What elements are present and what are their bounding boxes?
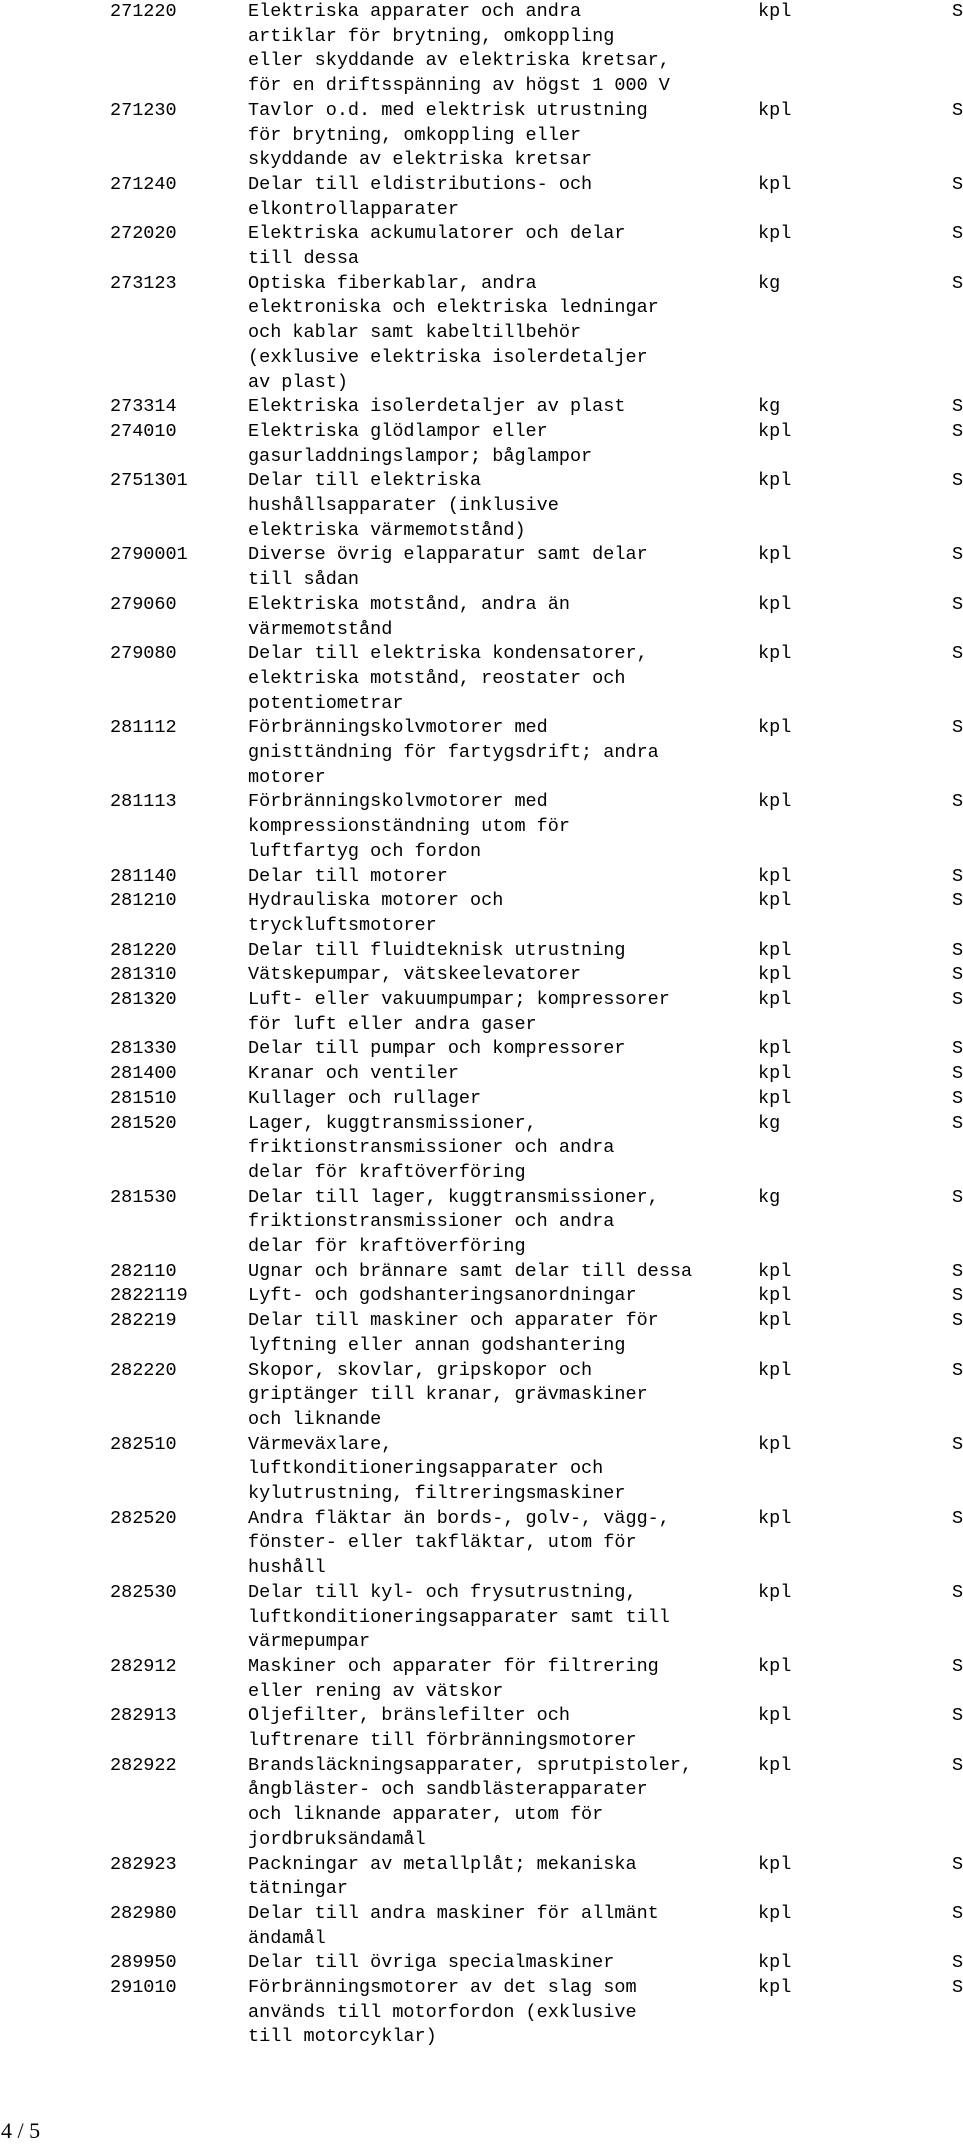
description-line: Andra fläktar än bords-, golv-, vägg-, bbox=[248, 1507, 670, 1529]
row-description bbox=[248, 642, 648, 716]
row-unit: kpl bbox=[758, 890, 792, 912]
description-line: luftrenare till förbränningsmotorer bbox=[248, 1730, 637, 1751]
description-line: eller rening av vätskor bbox=[248, 1680, 504, 1702]
row-description bbox=[248, 939, 625, 964]
row-code: 273314 bbox=[110, 396, 177, 418]
description-line: Elektriska apparater och andra bbox=[248, 1, 582, 22]
row-description bbox=[248, 469, 559, 543]
row-flag: S bbox=[952, 989, 963, 1010]
description-line: Tavlor o.d. med elektrisk utrustning bbox=[248, 99, 648, 121]
description-line: värmepumpar bbox=[248, 1631, 371, 1653]
description-line: Diverse övrig elapparatur samt delar bbox=[248, 544, 648, 566]
row-code: 271240 bbox=[110, 173, 177, 195]
row-description bbox=[248, 395, 625, 420]
description-line: Förbränningskolvmotorer med bbox=[248, 717, 548, 739]
description-line: gasurladdningslampor; båglampor bbox=[248, 445, 593, 467]
row-unit: kpl bbox=[758, 1977, 792, 1998]
row-description bbox=[248, 1284, 637, 1309]
row-unit: kpl bbox=[758, 1507, 792, 1529]
table-row bbox=[0, 1507, 963, 1581]
description-line: av plast) bbox=[248, 371, 348, 393]
row-unit: kpl bbox=[758, 1433, 792, 1455]
table-row bbox=[0, 1704, 963, 1753]
row-description bbox=[248, 1507, 670, 1581]
description-line: till dessa bbox=[248, 248, 360, 269]
row-code: 282912 bbox=[110, 1655, 177, 1677]
row-code: 272020 bbox=[110, 223, 177, 245]
row-unit: kpl bbox=[758, 1260, 792, 1282]
description-line: Hydrauliska motorer och bbox=[248, 890, 504, 912]
row-flag: S bbox=[952, 1186, 963, 1208]
description-line: Förbränningsmotorer av det slag som bbox=[248, 1977, 637, 1998]
description-line: och liknande bbox=[248, 1408, 382, 1430]
row-code: 281113 bbox=[110, 791, 177, 813]
row-unit: kpl bbox=[758, 99, 792, 121]
description-line: Delar till motorer bbox=[248, 865, 448, 887]
row-description bbox=[248, 1704, 637, 1753]
row-flag: S bbox=[952, 791, 963, 813]
row-description bbox=[248, 963, 581, 988]
row-code: 291010 bbox=[110, 1977, 177, 1998]
description-line: gnisttändning för fartygsdrift; andra bbox=[248, 742, 659, 763]
table-row bbox=[0, 716, 963, 790]
row-flag: S bbox=[952, 1260, 963, 1282]
description-line: tryckluftsmotorer bbox=[248, 914, 437, 936]
description-line: elektroniska och elektriska ledningar bbox=[248, 297, 659, 319]
row-unit: kpl bbox=[758, 420, 792, 442]
row-flag: S bbox=[952, 643, 963, 665]
row-flag: S bbox=[952, 964, 963, 986]
description-line: delar för kraftöverföring bbox=[248, 1161, 526, 1183]
row-code: 2822119 bbox=[110, 1285, 188, 1307]
row-flag: S bbox=[952, 1038, 963, 1060]
row-unit: kg bbox=[758, 272, 781, 294]
row-code: 281330 bbox=[110, 1038, 177, 1060]
row-code: 273123 bbox=[110, 272, 177, 294]
table-row bbox=[0, 1359, 963, 1433]
row-flag: S bbox=[952, 173, 963, 195]
row-unit: kpl bbox=[758, 989, 792, 1010]
row-flag: S bbox=[952, 544, 963, 566]
row-flag: S bbox=[952, 1655, 963, 1677]
row-code: 282922 bbox=[110, 1754, 177, 1776]
table-row bbox=[0, 1309, 963, 1358]
table-row bbox=[0, 543, 963, 592]
row-unit: kpl bbox=[758, 1038, 792, 1060]
row-unit: kpl bbox=[758, 1359, 792, 1381]
description-line: Skopor, skovlar, gripskopor och bbox=[248, 1359, 593, 1381]
row-code: 282510 bbox=[110, 1433, 177, 1455]
description-line: hushållsapparater (inklusive bbox=[248, 495, 559, 516]
row-code: 282110 bbox=[110, 1260, 177, 1282]
description-line: Oljefilter, bränslefilter och bbox=[248, 1705, 570, 1727]
description-line: till motorcyklar) bbox=[248, 2026, 437, 2048]
row-code: 282530 bbox=[110, 1581, 177, 1603]
row-code: 281520 bbox=[110, 1112, 177, 1134]
description-line: eller skyddande av elektriska kretsar, bbox=[248, 50, 670, 72]
row-flag: S bbox=[952, 1359, 963, 1381]
table-row bbox=[0, 1112, 963, 1186]
description-line: friktionstransmissioner och andra bbox=[248, 1137, 615, 1159]
description-line: ändamål bbox=[248, 1927, 326, 1949]
description-line: skyddande av elektriska kretsar bbox=[248, 149, 593, 171]
row-code: 274010 bbox=[110, 420, 177, 442]
description-line: Delar till pumpar och kompressorer bbox=[248, 1038, 626, 1060]
table-row bbox=[0, 420, 963, 469]
row-flag: S bbox=[952, 1087, 963, 1109]
row-unit: kpl bbox=[758, 1705, 792, 1727]
row-description bbox=[248, 1087, 481, 1112]
row-description bbox=[248, 272, 659, 396]
description-line: för luft eller andra gaser bbox=[248, 1013, 537, 1035]
table-row bbox=[0, 0, 963, 99]
table-row bbox=[0, 1853, 963, 1902]
row-description bbox=[248, 1062, 459, 1087]
row-unit: kpl bbox=[758, 544, 792, 566]
description-line: Delar till andra maskiner för allmänt bbox=[248, 1902, 659, 1924]
description-line: Elektriska ackumulatorer och delar bbox=[248, 223, 626, 245]
description-line: hushåll bbox=[248, 1557, 326, 1579]
row-flag: S bbox=[952, 1285, 963, 1307]
description-line: för brytning, omkoppling eller bbox=[248, 124, 582, 146]
table-row bbox=[0, 99, 963, 173]
description-line: Elektriska motstånd, andra än bbox=[248, 593, 570, 615]
row-unit: kpl bbox=[758, 470, 792, 492]
description-line: Delar till övriga specialmaskiner bbox=[248, 1952, 615, 1974]
description-line: Vätskepumpar, vätskeelevatorer bbox=[248, 964, 582, 986]
row-description bbox=[248, 790, 570, 864]
row-description bbox=[248, 543, 648, 592]
description-line: värmemotstånd bbox=[248, 618, 393, 640]
row-description bbox=[248, 865, 448, 890]
table-row bbox=[0, 1976, 963, 2050]
row-code: 279080 bbox=[110, 643, 177, 665]
description-line: Optiska fiberkablar, andra bbox=[248, 272, 537, 294]
row-flag: S bbox=[952, 1902, 963, 1924]
row-code: 281510 bbox=[110, 1087, 177, 1109]
row-code: 281210 bbox=[110, 890, 177, 912]
table-row bbox=[0, 173, 963, 222]
table-row bbox=[0, 1902, 963, 1951]
row-description bbox=[248, 0, 670, 99]
row-flag: S bbox=[952, 1977, 963, 1998]
row-code: 281530 bbox=[110, 1186, 177, 1208]
row-description bbox=[248, 1902, 659, 1951]
description-line: elektriska motstånd, reostater och bbox=[248, 667, 626, 689]
row-description bbox=[248, 1037, 625, 1062]
row-flag: S bbox=[952, 1754, 963, 1776]
row-flag: S bbox=[952, 939, 963, 961]
row-unit: kpl bbox=[758, 223, 792, 245]
table-row bbox=[0, 889, 963, 938]
row-code: 271230 bbox=[110, 99, 177, 121]
row-unit: kpl bbox=[758, 865, 792, 887]
description-line: Förbränningskolvmotorer med bbox=[248, 791, 548, 813]
description-line: Elektriska glödlampor eller bbox=[248, 420, 548, 442]
row-flag: S bbox=[952, 396, 963, 418]
row-description bbox=[248, 173, 592, 222]
description-line: Delar till lager, kuggtransmissioner, bbox=[248, 1186, 659, 1208]
row-code: 281112 bbox=[110, 717, 177, 739]
row-code: 282913 bbox=[110, 1705, 177, 1727]
description-line: Elektriska isolerdetaljer av plast bbox=[248, 396, 626, 418]
row-description bbox=[248, 1359, 648, 1433]
table-row bbox=[0, 1186, 963, 1260]
row-unit: kpl bbox=[758, 1952, 792, 1974]
row-unit: kpl bbox=[758, 1902, 792, 1924]
row-flag: S bbox=[952, 1112, 963, 1134]
description-line: luftfartyg och fordon bbox=[248, 840, 482, 862]
row-flag: S bbox=[952, 593, 963, 615]
row-code: 281400 bbox=[110, 1063, 177, 1085]
table-row bbox=[0, 1087, 963, 1112]
table-row bbox=[0, 395, 963, 420]
row-unit: kpl bbox=[758, 1063, 792, 1085]
table-row bbox=[0, 865, 963, 890]
row-description bbox=[248, 889, 503, 938]
row-description bbox=[248, 988, 670, 1037]
table-row bbox=[0, 1754, 963, 1853]
row-flag: S bbox=[952, 1433, 963, 1455]
row-description bbox=[248, 1112, 614, 1186]
row-flag: S bbox=[952, 1581, 963, 1603]
row-code: 281140 bbox=[110, 865, 177, 887]
row-code: 282219 bbox=[110, 1310, 177, 1332]
row-unit: kpl bbox=[758, 1754, 792, 1776]
row-description bbox=[248, 1433, 625, 1507]
row-unit: kpl bbox=[758, 643, 792, 665]
row-flag: S bbox=[952, 890, 963, 912]
description-line: friktionstransmissioner och andra bbox=[248, 1211, 615, 1233]
table-row bbox=[0, 988, 963, 1037]
description-line: Lyft- och godshanteringsanordningar bbox=[248, 1285, 637, 1307]
table-row bbox=[0, 963, 963, 988]
table-row bbox=[0, 1433, 963, 1507]
row-description bbox=[248, 1754, 692, 1853]
table-row bbox=[0, 1951, 963, 1976]
row-description bbox=[248, 593, 570, 642]
row-flag: S bbox=[952, 1063, 963, 1085]
description-line: för en driftsspänning av högst 1 000 V bbox=[248, 75, 670, 97]
description-line: potentiometrar bbox=[248, 692, 404, 714]
row-unit: kpl bbox=[758, 717, 792, 739]
description-line: artiklar för brytning, omkoppling bbox=[248, 25, 615, 47]
row-unit: kpl bbox=[758, 939, 792, 961]
row-description bbox=[248, 1976, 637, 2050]
table-row bbox=[0, 1062, 963, 1087]
description-line: fönster- eller takfläktar, utom för bbox=[248, 1532, 637, 1554]
description-line: Delar till eldistributions- och bbox=[248, 173, 593, 195]
row-unit: kpl bbox=[758, 1285, 792, 1307]
row-description bbox=[248, 1951, 614, 1976]
description-line: till sådan bbox=[248, 569, 360, 591]
description-line: Delar till fluidteknisk utrustning bbox=[248, 939, 626, 961]
row-code: 271220 bbox=[110, 1, 177, 22]
row-unit: kpl bbox=[758, 1087, 792, 1109]
row-description bbox=[248, 1853, 637, 1902]
row-description bbox=[248, 1309, 659, 1358]
row-code: 289950 bbox=[110, 1952, 177, 1974]
row-description bbox=[248, 1260, 692, 1285]
table-row bbox=[0, 1655, 963, 1704]
row-unit: kpl bbox=[758, 593, 792, 615]
row-flag: S bbox=[952, 865, 963, 887]
description-line: och liknande apparater, utom för bbox=[248, 1804, 604, 1826]
table-row bbox=[0, 272, 963, 396]
row-flag: S bbox=[952, 99, 963, 121]
description-line: Maskiner och apparater för filtrering bbox=[248, 1655, 659, 1677]
row-description bbox=[248, 1581, 670, 1655]
row-code: 282220 bbox=[110, 1359, 177, 1381]
description-line: delar för kraftöverföring bbox=[248, 1236, 526, 1257]
row-flag: S bbox=[952, 1, 963, 22]
row-code: 282923 bbox=[110, 1853, 177, 1875]
row-flag: S bbox=[952, 223, 963, 245]
row-flag: S bbox=[952, 1952, 963, 1974]
description-line: ångbläster- och sandblästerapparater bbox=[248, 1779, 648, 1801]
row-code: 2751301 bbox=[110, 470, 188, 492]
table-row bbox=[0, 939, 963, 964]
row-flag: S bbox=[952, 1310, 963, 1332]
description-line: Delar till maskiner och apparater för bbox=[248, 1310, 659, 1332]
table-row bbox=[0, 790, 963, 864]
row-flag: S bbox=[952, 1705, 963, 1727]
row-unit: kpl bbox=[758, 1, 792, 22]
row-unit: kpl bbox=[758, 1655, 792, 1677]
description-line: Luft- eller vakuumpumpar; kompressorer bbox=[248, 989, 670, 1010]
description-line: Värmeväxlare, bbox=[248, 1433, 393, 1455]
description-line: Ugnar och brännare samt delar till dessa bbox=[248, 1260, 693, 1282]
row-flag: S bbox=[952, 1507, 963, 1529]
description-line: tätningar bbox=[248, 1878, 348, 1900]
description-line: jordbruksändamål bbox=[248, 1828, 426, 1850]
row-description bbox=[248, 1186, 659, 1260]
row-flag: S bbox=[952, 717, 963, 739]
row-flag: S bbox=[952, 272, 963, 294]
description-line: lyftning eller annan godshantering bbox=[248, 1334, 626, 1356]
row-description bbox=[248, 99, 648, 173]
description-line: kylutrustning, filtreringsmaskiner bbox=[248, 1483, 626, 1504]
row-description bbox=[248, 1655, 659, 1704]
description-line: Kullager och rullager bbox=[248, 1087, 482, 1109]
row-code: 282520 bbox=[110, 1507, 177, 1529]
row-unit: kpl bbox=[758, 964, 792, 986]
description-line: luftkonditioneringsapparater samt till bbox=[248, 1606, 670, 1628]
description-line: Lager, kuggtransmissioner, bbox=[248, 1112, 537, 1134]
row-code: 279060 bbox=[110, 593, 177, 615]
row-code: 281220 bbox=[110, 939, 177, 961]
description-line: kompressionständning utom för bbox=[248, 816, 570, 838]
row-code: 282980 bbox=[110, 1902, 177, 1924]
description-line: Packningar av metallplåt; mekaniska bbox=[248, 1853, 637, 1875]
table-row bbox=[0, 1581, 963, 1655]
table-row bbox=[0, 1260, 963, 1285]
description-line: Delar till elektriska kondensatorer, bbox=[248, 643, 648, 665]
row-description bbox=[248, 222, 625, 271]
description-line: motorer bbox=[248, 766, 326, 788]
row-flag: S bbox=[952, 470, 963, 492]
row-unit: kpl bbox=[758, 1853, 792, 1875]
description-line: griptänger till kranar, grävmaskiner bbox=[248, 1384, 648, 1406]
row-unit: kpl bbox=[758, 791, 792, 813]
table-row bbox=[0, 642, 963, 716]
description-line: elektriska värmemotstånd) bbox=[248, 519, 526, 541]
table-row bbox=[0, 222, 963, 271]
description-line: Delar till elektriska bbox=[248, 470, 482, 492]
row-flag: S bbox=[952, 1853, 963, 1875]
page-number: 4 / 5 bbox=[1, 2118, 41, 2143]
description-line: Kranar och ventiler bbox=[248, 1063, 459, 1085]
table-row bbox=[0, 1037, 963, 1062]
row-code: 281310 bbox=[110, 964, 177, 986]
description-line: och kablar samt kabeltillbehör bbox=[248, 322, 582, 344]
row-description bbox=[248, 420, 592, 469]
row-code: 2790001 bbox=[110, 544, 188, 566]
description-line: (exklusive elektriska isolerdetaljer bbox=[248, 346, 648, 368]
description-line: används till motorfordon (exklusive bbox=[248, 2001, 637, 2023]
row-unit: kg bbox=[758, 1186, 781, 1208]
row-unit: kg bbox=[758, 1112, 781, 1134]
description-line: elkontrollapparater bbox=[248, 198, 459, 220]
description-line: Delar till kyl- och frysutrustning, bbox=[248, 1581, 637, 1603]
row-description bbox=[248, 716, 659, 790]
row-unit: kpl bbox=[758, 1581, 792, 1603]
table-row bbox=[0, 593, 963, 642]
row-code: 281320 bbox=[110, 989, 177, 1010]
row-unit: kpl bbox=[758, 173, 792, 195]
description-line: luftkonditioneringsapparater och bbox=[248, 1458, 604, 1480]
description-line: Brandsläckningsapparater, sprutpistoler, bbox=[248, 1754, 693, 1776]
table-row bbox=[0, 469, 963, 543]
row-flag: S bbox=[952, 420, 963, 442]
row-unit: kg bbox=[758, 396, 781, 418]
row-unit: kpl bbox=[758, 1310, 792, 1332]
table-row bbox=[0, 1284, 963, 1309]
